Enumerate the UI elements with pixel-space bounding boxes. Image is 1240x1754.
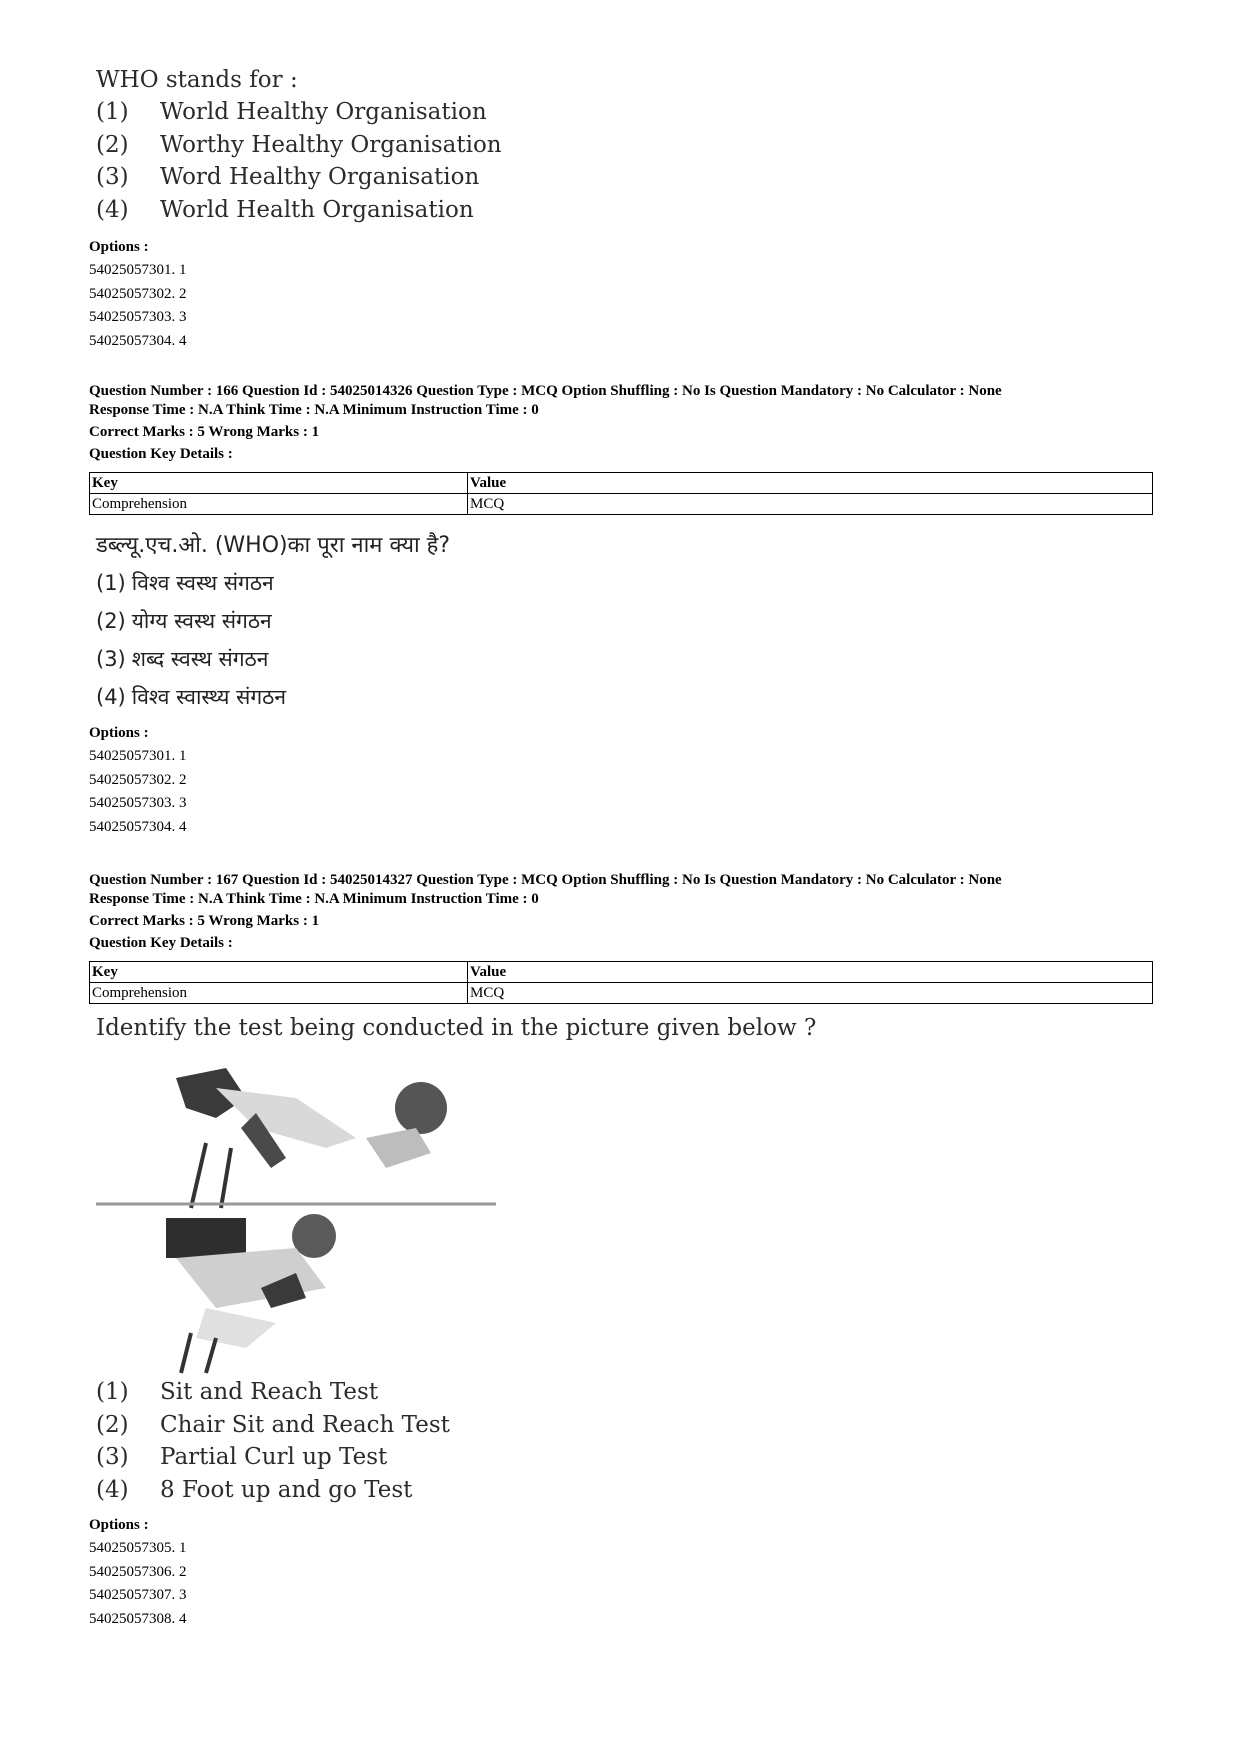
options-label: Options : [89, 1517, 149, 1533]
q166-options-list [89, 722, 187, 839]
question-title: डब्ल्यू.एच.ओ. (WHO)का पूरा नाम क्या है? [96, 533, 451, 558]
table-cell-key: Comprehension [90, 494, 468, 515]
question-option: (1) विश्व स्वस्थ संगठन [96, 571, 274, 595]
q167-options-list [89, 1514, 187, 1631]
option-id: 54025057301. 1 [89, 262, 187, 278]
question-option: (1) Sit and Reach Test [96, 1379, 379, 1405]
question-timing-line: Response Time : N.A Think Time : N.A Minimum Instruction Time : 0 [89, 891, 539, 907]
q166-header [89, 382, 1002, 464]
table-row [90, 494, 1153, 515]
marks-line: Correct Marks : 5 Wrong Marks : 1 [89, 913, 320, 929]
question-option: (3) Partial Curl up Test [96, 1444, 388, 1470]
table-cell-key: Comprehension [90, 983, 468, 1004]
table-cell-value: MCQ [468, 983, 1153, 1004]
options-label: Options : [89, 725, 149, 741]
table-row [90, 983, 1153, 1004]
key-details-label: Question Key Details : [89, 446, 233, 462]
option-id: 54025057303. 3 [89, 795, 187, 811]
option-id: 54025057301. 1 [89, 748, 187, 764]
option-id: 54025057306. 2 [89, 1563, 187, 1580]
option-id: 54025057304. 4 [89, 818, 187, 835]
option-id: 54025057303. 3 [89, 309, 187, 325]
q165-options-list [89, 236, 187, 353]
question-title: WHO stands for : [96, 67, 298, 93]
marks-line: Correct Marks : 5 Wrong Marks : 1 [89, 424, 320, 440]
table-header-key: Key [90, 962, 468, 983]
question-info-line: Question Number : 166 Question Id : 54025014326 Question Type : MCQ Option Shuffling : No Is Question Mandatory : No Calculator : None [89, 383, 1002, 399]
question-option: (2) योग्य स्वस्थ संगठन [96, 609, 272, 633]
option-id: 54025057305. 1 [89, 1540, 187, 1556]
q167-question-options-image [96, 1376, 450, 1506]
question-option: (2) Worthy Healthy Organisation [96, 131, 502, 158]
option-id: 54025057308. 4 [89, 1610, 187, 1627]
table-cell-value: MCQ [468, 494, 1153, 515]
option-id: 54025057302. 2 [89, 771, 187, 788]
fitness-test-photo [96, 1058, 496, 1376]
question-option: (4) 8 Foot up and go Test [96, 1476, 413, 1503]
table-header-row [90, 962, 1153, 983]
question-timing-line: Response Time : N.A Think Time : N.A Minimum Instruction Time : 0 [89, 402, 539, 418]
question-title: Identify the test being conducted in the picture given below ? [96, 1015, 817, 1041]
table-header-row [90, 473, 1153, 494]
question-option: (4) विश्व स्वास्थ्य संगठन [96, 685, 287, 709]
option-id: 54025057302. 2 [89, 285, 187, 302]
question-option: (3) शब्द स्वस्थ संगठन [96, 647, 269, 671]
q165-question-image [96, 64, 502, 226]
key-details-label: Question Key Details : [89, 935, 233, 951]
q167-key-table [89, 961, 1153, 1004]
question-option: (3) Word Healthy Organisation [96, 164, 480, 190]
table-header-value: Value [468, 473, 1153, 494]
options-label: Options : [89, 239, 149, 255]
table-header-key: Key [90, 473, 468, 494]
question-option: (2) Chair Sit and Reach Test [96, 1411, 450, 1438]
question-info-line: Question Number : 167 Question Id : 54025014327 Question Type : MCQ Option Shuffling : No Is Question Mandatory : No Calculator : None [89, 872, 1002, 888]
q166-key-table [89, 472, 1153, 515]
option-id: 54025057304. 4 [89, 332, 187, 349]
question-option: (1) World Healthy Organisation [96, 99, 487, 125]
q167-header [89, 871, 1002, 953]
question-option: (4) World Health Organisation [96, 196, 474, 223]
q167-question-title [96, 1012, 816, 1044]
q166-question-image [96, 528, 450, 716]
option-id: 54025057307. 3 [89, 1587, 187, 1603]
table-header-value: Value [468, 962, 1153, 983]
